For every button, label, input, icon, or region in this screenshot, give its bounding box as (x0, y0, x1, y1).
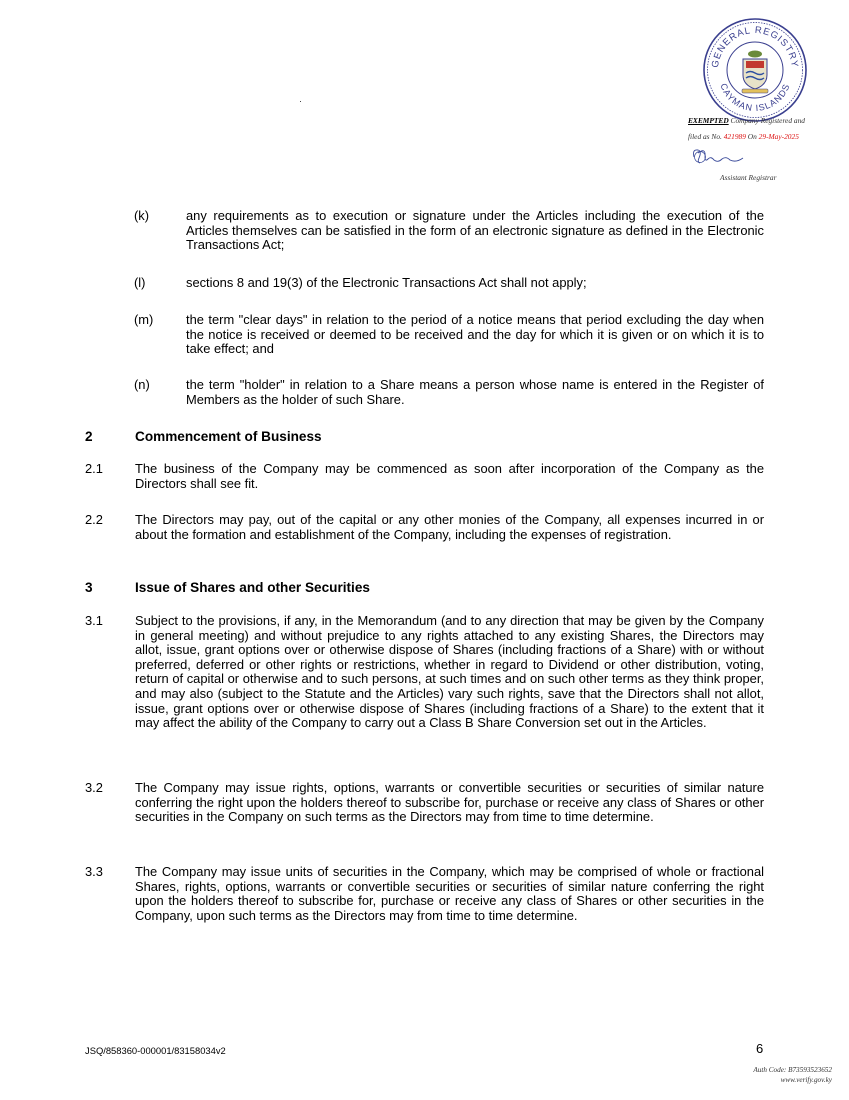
registration-date: 29-May-2025 (758, 132, 799, 141)
auth-code: Auth Code: B73593523652 (753, 1066, 832, 1074)
document-reference: JSQ/858360-000001/83158034v2 (85, 1045, 226, 1056)
paragraph-number: 3.3 (85, 864, 103, 879)
exempted-label: EXEMPTED (688, 116, 729, 125)
stamp-filed-label: filed as No. (688, 132, 722, 141)
seal-top-text: GENERAL REGISTRY (709, 24, 801, 69)
clause-label: (l) (134, 275, 146, 290)
clause-label: (n) (134, 377, 150, 392)
signature-icon (688, 145, 748, 167)
auth-block (753, 1065, 832, 1085)
paragraph-text: The Company may issue rights, options, warrants or convertible securities or securities of similar nature conferring the right upon the holders thereof to subscribe for, purchase or receive any class of Shares or other securities in the Company on such terms as the Directors may from time to time determine. (135, 780, 764, 825)
section-number: 2 (85, 429, 93, 444)
section-title: Issue of Shares and other Securities (135, 580, 370, 595)
stray-mark (300, 101, 301, 102)
paragraph-number: 2.1 (85, 461, 103, 476)
company-number: 421989 (723, 132, 746, 141)
stamp-on-label: On (747, 132, 757, 141)
paragraph-number: 3.2 (85, 780, 103, 795)
clause-label: (m) (134, 312, 154, 327)
verify-url: www.verify.gov.ky (780, 1076, 832, 1084)
paragraph-text: The business of the Company may be commenced as soon after incorporation of the Company as the Directors shall see fit. (135, 461, 764, 491)
seal-bottom-text: CAYMAN ISLANDS (718, 81, 792, 114)
paragraph-text: Subject to the provisions, if any, in the Memorandum (and to any direction that may be given by the Company in general meeting) and without prejudice to any rights attached to any existing Shares, the Directors may allot, issue, grant options over or otherwise dispose of Shares (including fractions of a Share) with or without preferred, deferred or other rights or restrictions, whether in regard to Dividend or other distribution, voting, return of capital or otherwise and to such persons, at such times and on such other terms as they think proper, and may also (subject to the Statute and the Articles) vary such rights, save that the Directors shall not allot, issue, grant options over or otherwise dispose of Shares (including fractions of a Share) to the extent that it may affect the ability of the Company to carry out a Class B Share Conversion set out in the Articles. (135, 613, 764, 731)
assistant-registrar-label: Assistant Registrar (720, 173, 777, 182)
clause-text: sections 8 and 19(3) of the Electronic Transactions Act shall not apply; (186, 275, 587, 290)
registry-seal-icon (702, 17, 808, 123)
stamp-line1-text: Company Registered and (730, 116, 805, 125)
page-number: 6 (756, 1041, 764, 1056)
clause-text: any requirements as to execution or signature under the Articles including the execution of the Articles themselves can be satisfied in the form of an electronic signature as defined in the Electronic Transactions Act; (186, 208, 764, 253)
paragraph-text: The Directors may pay, out of the capital or any other monies of the Company, all expenses incurred in or about the formation and establishment of the Company, including the expenses of registration. (135, 512, 764, 542)
clause-label: (k) (134, 208, 150, 223)
clause-text: the term "holder" in relation to a Share means a person whose name is entered in the Register of Members as the holder of such Share. (186, 377, 764, 407)
paragraph-number: 2.2 (85, 512, 103, 527)
section-title: Commencement of Business (135, 429, 322, 444)
paragraph-number: 3.1 (85, 613, 103, 628)
paragraph-text: The Company may issue units of securities in the Company, which may be comprised of whole or fractional Shares, rights, options, warrants or convertible securities or securities of similar nature conferring the right upon the holders thereof to subscribe for, purchase or receive any class of Shares or other securities in the Company, upon such terms as the Directors may from time to time determine. (135, 864, 764, 923)
section-number: 3 (85, 580, 93, 595)
clause-text: the term "clear days" in relation to the period of a notice means that period excluding the day when the notice is received or deemed to be received and the day for which it is given or on which it is to take effect; and (186, 312, 764, 357)
